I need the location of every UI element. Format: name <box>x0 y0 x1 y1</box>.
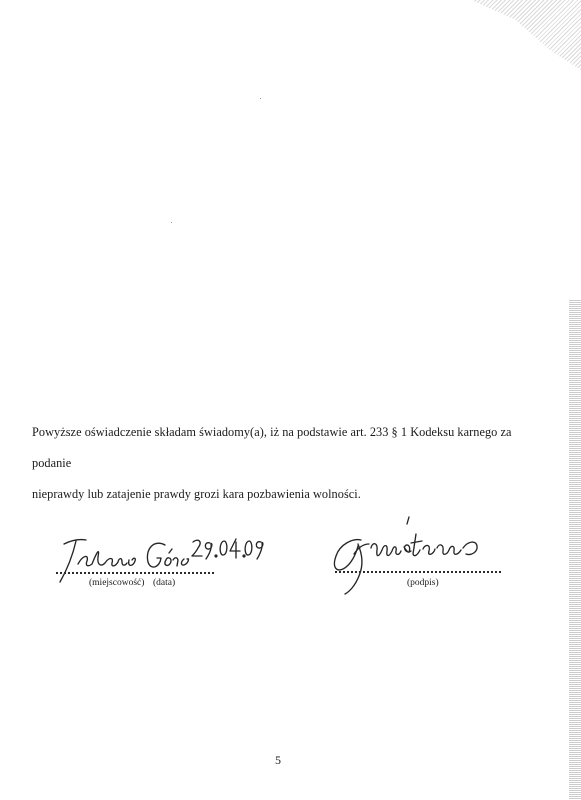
statement-line: Powyższe oświadczenie składam świadomy(a), iż na podstawie art. 233 § 1 Kodeksu karnego za podanie <box>32 425 512 470</box>
place-date-dotted-line <box>56 572 214 574</box>
date-label: (data) <box>153 578 176 588</box>
scan-speck <box>171 222 172 223</box>
legal-statement <box>32 417 547 510</box>
page-number: 5 <box>275 753 281 767</box>
scan-shadow-edge <box>569 300 581 800</box>
statement-line: nieprawdy lub zatajenie prawdy grozi kara pozbawienia wolności. <box>32 487 361 501</box>
scan-shadow-corner <box>471 0 581 70</box>
signature-dotted-line <box>335 571 501 573</box>
scan-speck <box>260 98 261 99</box>
signature-label: (podpis) <box>407 578 439 588</box>
place-label: (miejscowość) <box>89 578 145 588</box>
